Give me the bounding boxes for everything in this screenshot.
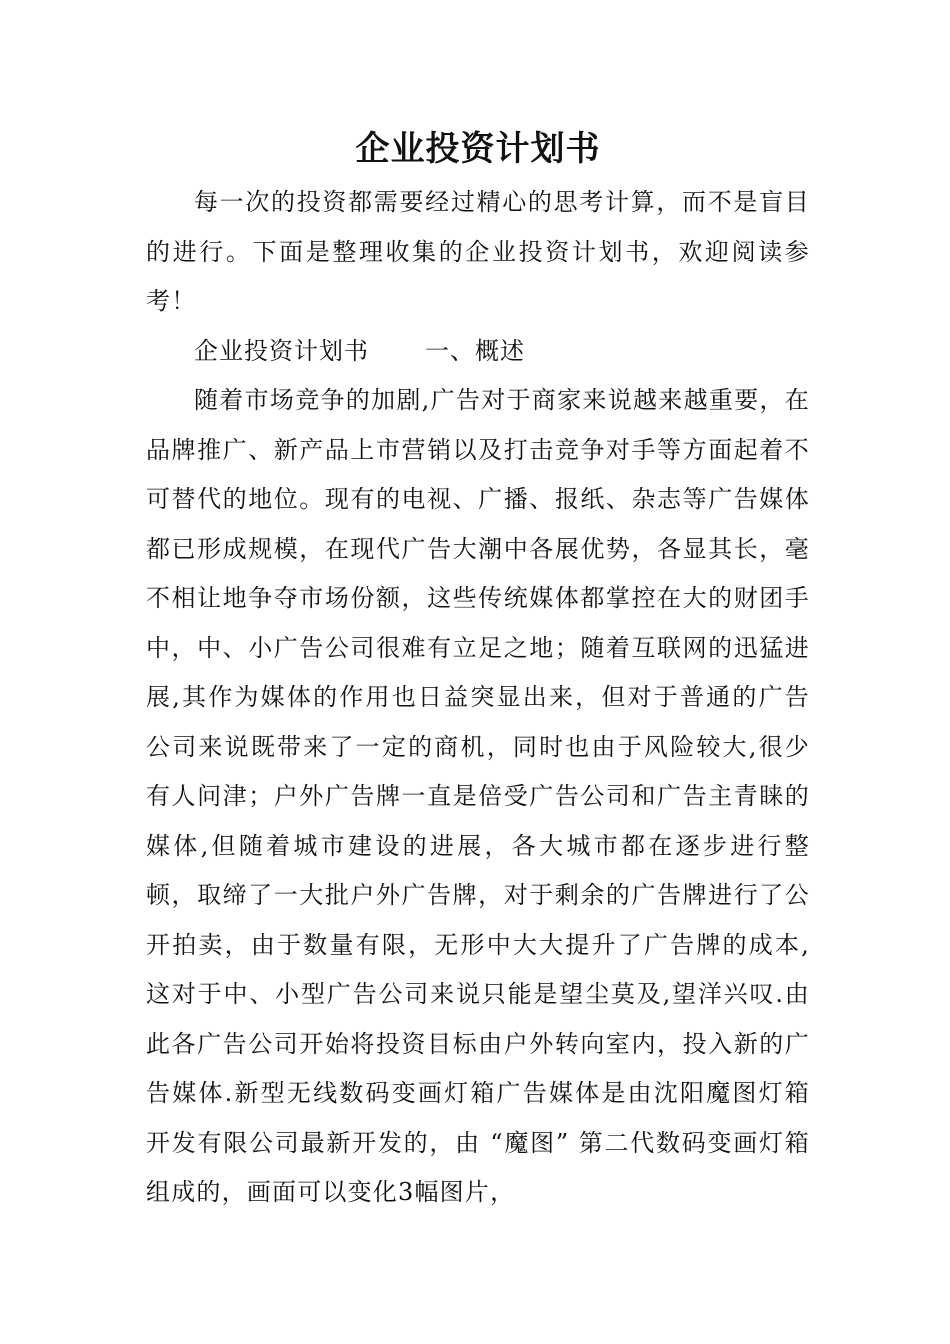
section-heading <box>146 327 810 377</box>
section-heading-title: 一、概述 <box>425 336 525 365</box>
document-title: 企业投资计划书 <box>355 129 601 169</box>
section-heading-doc-name: 企业投资计划书 <box>194 336 369 365</box>
intro-paragraph: 每一次的投资都需要经过精心的思考计算，而不是盲目的进行。下面是整理收集的企业投资计划书，欢迎阅读参考！ <box>146 188 810 315</box>
document-content <box>146 120 810 1218</box>
body-paragraph: 随着市场竞争的加剧,广告对于商家来说越来越重要，在品牌推广、新产品上市营销以及打击竞争对手等方面起着不可替代的地位。现有的电视、广播、报纸、杂志等广告媒体都已形成规模，在现代广告大潮中各展优势，各显其长，毫不相让地争夺市场份额，这些传统媒体都掌控在大的财团手中，中、小广告公司很难有立足之地；随着互联网的迅猛进展,其作为媒体的作用也日益突显出来，但对于普通的广告公司来说既带来了一定的商机，同时也由于风险较大,很少有人问津；户外广告牌一直是倍受广告公司和广告主青睐的媒体,但随着城市建设的进展，各大城市都在逐步进行整顿，取缔了一大批户外广告牌，对于剩余的广告牌进行了公开拍卖，由于数量有限，无形中大大提升了广告牌的成本,这对于中、小型广告公司来说只能是望尘莫及,望洋兴叹.由此各广告公司开始将投资目标由户外转向室内，投入新的广告媒体.新型无线数码变画灯箱广告媒体是由沈阳魔图灯箱开发有限公司最新开发的，由 “魔图” 第二代数码变画灯箱组成的，画面可以变化3幅图片， <box>146 386 810 1206</box>
